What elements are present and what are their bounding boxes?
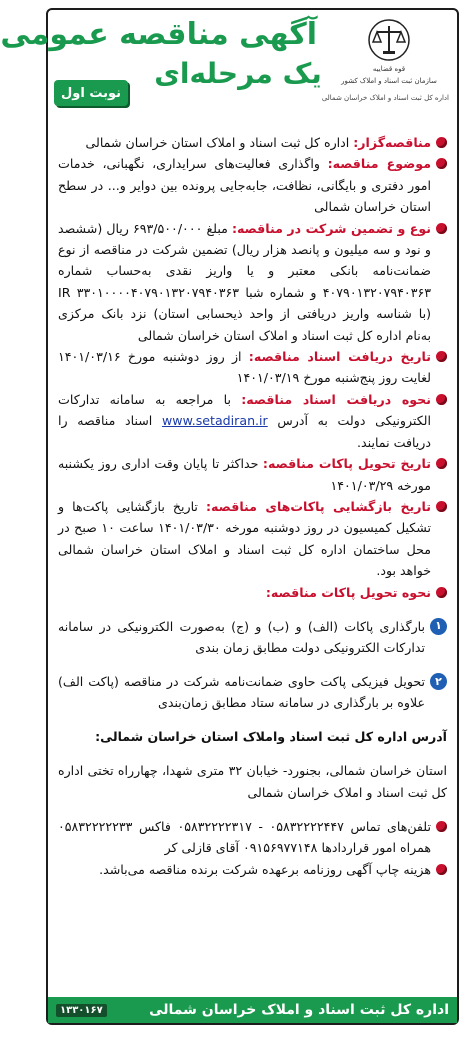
logo-org-name: قوه قضاییه (372, 65, 406, 73)
notice-footer (48, 997, 457, 1023)
section-label: تاریخ تحویل پاکات مناقصه: (262, 456, 431, 472)
section-cost (58, 859, 447, 880)
notice-header (0, 10, 457, 132)
section-label: مناقصه‌گزار: (353, 135, 431, 150)
section-document-dates (58, 346, 447, 389)
footer-org: اداره کل ثبت اسناد و املاک خراسان شمالی (149, 1002, 449, 1018)
step-text: بارگذاری پاکات (الف) و (ب) و (ج) به‌صورت الکترونیکی در سامانه تدارکات الکترونیکی دولت مطابق زمان بندی (58, 618, 425, 655)
section-text: اداره کل ثبت اسناد و املاک استان خراسان شمالی (85, 135, 354, 150)
bullet-icon (436, 458, 447, 469)
bullet-icon (436, 821, 447, 832)
section-label: تاریخ بازگشایی پاکات‌های مناقصه: (205, 498, 431, 514)
bullet-icon (436, 158, 447, 169)
section-text: با مراجعه به سامانه تدارکات الکترونیکی دولت به آدرس (58, 391, 431, 429)
section-label: موضوع مناقصه: (327, 156, 431, 172)
address-text: استان خراسان شمالی، بجنورد- خیابان ۳۲ متری شهدا، چهارراه تختی اداره کل ثبت اسناد و املاک خراسان شمالی (58, 763, 447, 800)
footer-code: ۱۳۳۰۱۶۷ (56, 1004, 107, 1017)
section-text: از روز دوشنبه مورخ ۱۴۰۱/۰۳/۱۶ لغایت روز پنج‌شنبه مورخ ۱۴۰۱/۰۳/۱۹ (58, 349, 431, 386)
section-text: تاریخ بازگشایی پاکت‌ها و تشکیل کمیسیون در روز دوشنبه مورخه ۱۴۰۱/۰۳/۳۰ ساعت ۱۰ صبح در محل ساختمان اداره کل ثبت اسناد و املاک استان خراسان شمالی خواهد بود. (58, 498, 431, 579)
judiciary-logo (321, 18, 449, 108)
delivery-step-1 (58, 616, 447, 659)
notice-subtitle: یک مرحله‌ای (154, 57, 322, 90)
section-guarantee (58, 218, 447, 346)
section-text: اسناد مناقصه را دریافت نمایند. (58, 413, 431, 450)
bullet-icon (436, 864, 447, 875)
section-label: نحوه تحویل پاکات مناقصه: (265, 584, 431, 600)
bullet-icon (436, 587, 447, 598)
logo-department-line: اداره کل ثبت اسناد و املاک خراسان شمالی (321, 94, 449, 102)
step-number-badge: ۱ (430, 618, 447, 635)
tender-notice (0, 8, 459, 1025)
step-number-badge: ۲ (430, 673, 447, 690)
section-label: نحوه دریافت اسناد مناقصه: (241, 391, 431, 407)
notice-body (48, 132, 457, 880)
bullet-icon (436, 501, 447, 512)
section-text: حداکثر تا پایان وقت اداری روز یکشنبه مورخه ۱۴۰۱/۰۳/۲۹ (58, 456, 431, 493)
section-label: نوع و تضمین شرکت در مناقصه: (231, 220, 431, 236)
section-subject (58, 153, 447, 217)
section-text: واگذاری فعالیت‌های سرایداری، نگهبانی، خدمات امور دفتری و بایگانی، نظافت، جابه‌جایی پرونده بین دوایر و... در سطح استان خراسان شمالی (58, 156, 431, 215)
section-delivery-date (58, 453, 447, 496)
bullet-icon (436, 137, 447, 148)
step-text: تحویل فیزیکی پاکت حاوی ضمانت‌نامه شرکت در مناقصه (پاکت الف) علاوه بر بارگذاری در سامانه ستاد مطابق زمان‌بندی (58, 673, 425, 711)
section-text: تلفن‌های تماس ۰۵۸۳۲۲۲۲۴۴۷ - ۰۵۸۳۲۲۲۲۳۱۷ فاکس ۰۵۸۳۲۲۲۲۲۳۳ همراه امور قراردادها ۰۹۱۵۶۹۷۷۱۴۸ آقای قازلی کر (58, 818, 431, 856)
section-text: هزینه چاپ آگهی روزنامه برعهده شرکت برنده مناقصه می‌باشد. (99, 861, 431, 877)
round-badge: نوبت اول (54, 80, 128, 106)
notice-title: آگهی مناقصه عمومی (0, 17, 317, 52)
section-delivery-method (58, 582, 447, 603)
section-opening-date (58, 496, 447, 582)
section-tenderer (58, 132, 447, 153)
bullet-icon (436, 223, 447, 234)
scales-emblem-icon (367, 18, 411, 62)
section-document-method (58, 389, 447, 453)
section-label: تاریخ دریافت اسناد مناقصه: (248, 349, 431, 365)
bullet-icon (436, 394, 447, 405)
address-title: آدرس اداره کل ثبت اسناد واملاک استان خراسان شمالی: (95, 729, 447, 745)
bullet-icon (436, 351, 447, 362)
section-text: مبلغ ۶۹۳/۵۰۰/۰۰۰ ریال (ششصد و نود و سه میلیون و پانصد هزار ریال) تضمین شرکت در مناقصه از نوع ضمانت‌نامه بانکی معتبر و یا واریز نقدی به‌حساب شماره ۴۰۷۹۰۱۳۲۰۷۹۴۰۳۶۳ و شماره شبا IR ۳۳۰۱۰۰۰۰۴۰۷۹۰۱۳۲۰۷۹۴۰۳۶۳ (با شناسه واریز دریافتی از واحد ذیحسابی استان) نزد بانک مرکزی به‌نام اداره کل ثبت اسناد و املاک استان خراسان شمالی (58, 220, 431, 343)
section-phones (58, 816, 447, 859)
delivery-step-2 (58, 671, 447, 714)
logo-subtitle: سازمان ثبت اسناد و املاک کشور (341, 77, 437, 85)
setadiran-link[interactable]: www.setadiran.ir (161, 413, 268, 429)
